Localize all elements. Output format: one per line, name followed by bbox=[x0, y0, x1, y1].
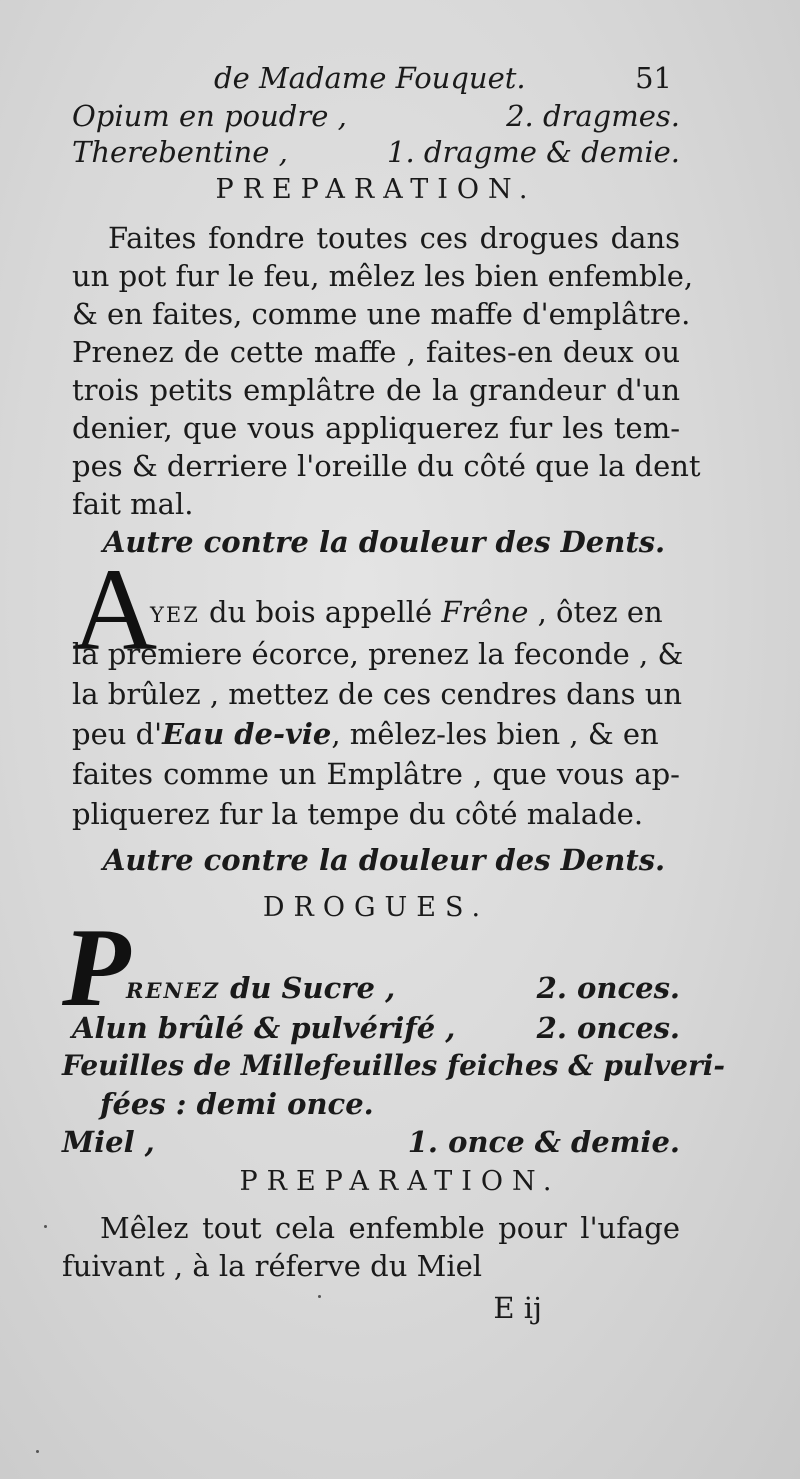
ingredient-quantity: 1. dragme & demie. bbox=[387, 135, 680, 169]
ingredient-quantity: 1. once & demie. bbox=[407, 1125, 680, 1159]
ingredient-line: Feuilles de Millefeuilles feiches & pulveri- bbox=[62, 1049, 725, 1082]
paragraph-line bbox=[72, 716, 680, 752]
page-number: 51 bbox=[635, 61, 672, 95]
ingredient-name: Alun brûlé & pulvérifé , bbox=[72, 1011, 456, 1045]
italic-term: Frêne bbox=[441, 595, 529, 629]
paragraph-line: la brûlez , mettez de ces cendres dans un bbox=[72, 677, 683, 711]
paragraph-line: Faites fondre toutes ces drogues dans bbox=[108, 221, 680, 255]
heading-remedy: Autre contre la douleur des Dents. bbox=[102, 843, 666, 877]
ink-speck bbox=[36, 1450, 39, 1453]
paragraph-line: denier, que vous appliquerez fur les tem- bbox=[72, 411, 680, 445]
ingredient-line: fées : demi once. bbox=[100, 1087, 374, 1121]
paragraph-line: trois petits emplâtre de la grandeur d'un bbox=[72, 373, 680, 407]
ingredient-row bbox=[62, 1124, 680, 1160]
paragraph-line: pliquerez fur la tempe du côté malade. bbox=[72, 797, 644, 831]
running-title: de Madame Fouquet. bbox=[214, 61, 526, 95]
paragraph-first-line bbox=[150, 594, 680, 633]
text-run: peu d' bbox=[72, 717, 163, 751]
paragraph-line: pes & derriere l'oreille du côté que la dent bbox=[72, 449, 701, 483]
paragraph-line: Mêlez tout cela enfemble pour l'ufage bbox=[100, 1211, 680, 1245]
ingredient-row bbox=[72, 98, 680, 134]
text-run: , ôtez en bbox=[528, 595, 663, 629]
heading-preparation: PREPARATION. bbox=[239, 1166, 561, 1197]
ingredient-row bbox=[72, 1010, 680, 1046]
paragraph-line: fuivant , à la réferve du Miel bbox=[62, 1249, 483, 1283]
ingredient-name: du Sucre , bbox=[220, 971, 396, 1005]
heading-remedy: Autre contre la douleur des Dents. bbox=[102, 525, 666, 559]
paragraph-line: un pot fur le feu, mêlez les bien enfemble, bbox=[72, 259, 694, 293]
paragraph-line: & en faites, comme une maffe d'emplâtre. bbox=[72, 297, 691, 331]
paragraph-line: fait mal. bbox=[72, 487, 194, 521]
ingredient-row bbox=[126, 970, 680, 1009]
drop-cap-a: A bbox=[72, 544, 158, 675]
ingredient-name: Therebentine , bbox=[72, 135, 288, 169]
text-run: , mêlez-les bien , & en bbox=[331, 717, 659, 751]
smallcaps-word: YEZ bbox=[150, 603, 200, 627]
text-run: du bois appellé bbox=[199, 595, 442, 629]
paragraph-line: faites comme un Emplâtre , que vous ap- bbox=[72, 757, 680, 791]
signature-mark: E ij bbox=[493, 1291, 542, 1325]
ingredient-name: Opium en poudre , bbox=[72, 99, 347, 133]
ink-speck bbox=[318, 1295, 321, 1298]
heading-drogues: DROGUES. bbox=[262, 892, 490, 923]
heading-preparation: PREPARATION. bbox=[215, 174, 537, 205]
ingredient-row bbox=[72, 134, 680, 170]
ingredient-quantity: 2. dragmes. bbox=[506, 99, 680, 133]
italic-term: Eau de-vie bbox=[162, 717, 332, 751]
ink-speck bbox=[44, 1225, 47, 1228]
paragraph-line: la premiere écorce, prenez la feconde , & bbox=[72, 637, 684, 671]
ingredient-name: Miel , bbox=[62, 1125, 155, 1159]
drop-cap-p: P bbox=[62, 906, 131, 1030]
ingredient-quantity: 2. onces. bbox=[536, 971, 680, 1005]
paragraph-line: Prenez de cette maffe , faites-en deux ou bbox=[72, 335, 680, 369]
smallcaps-word: RENEZ bbox=[126, 978, 220, 1003]
ingredient-quantity: 2. onces. bbox=[536, 1011, 680, 1045]
